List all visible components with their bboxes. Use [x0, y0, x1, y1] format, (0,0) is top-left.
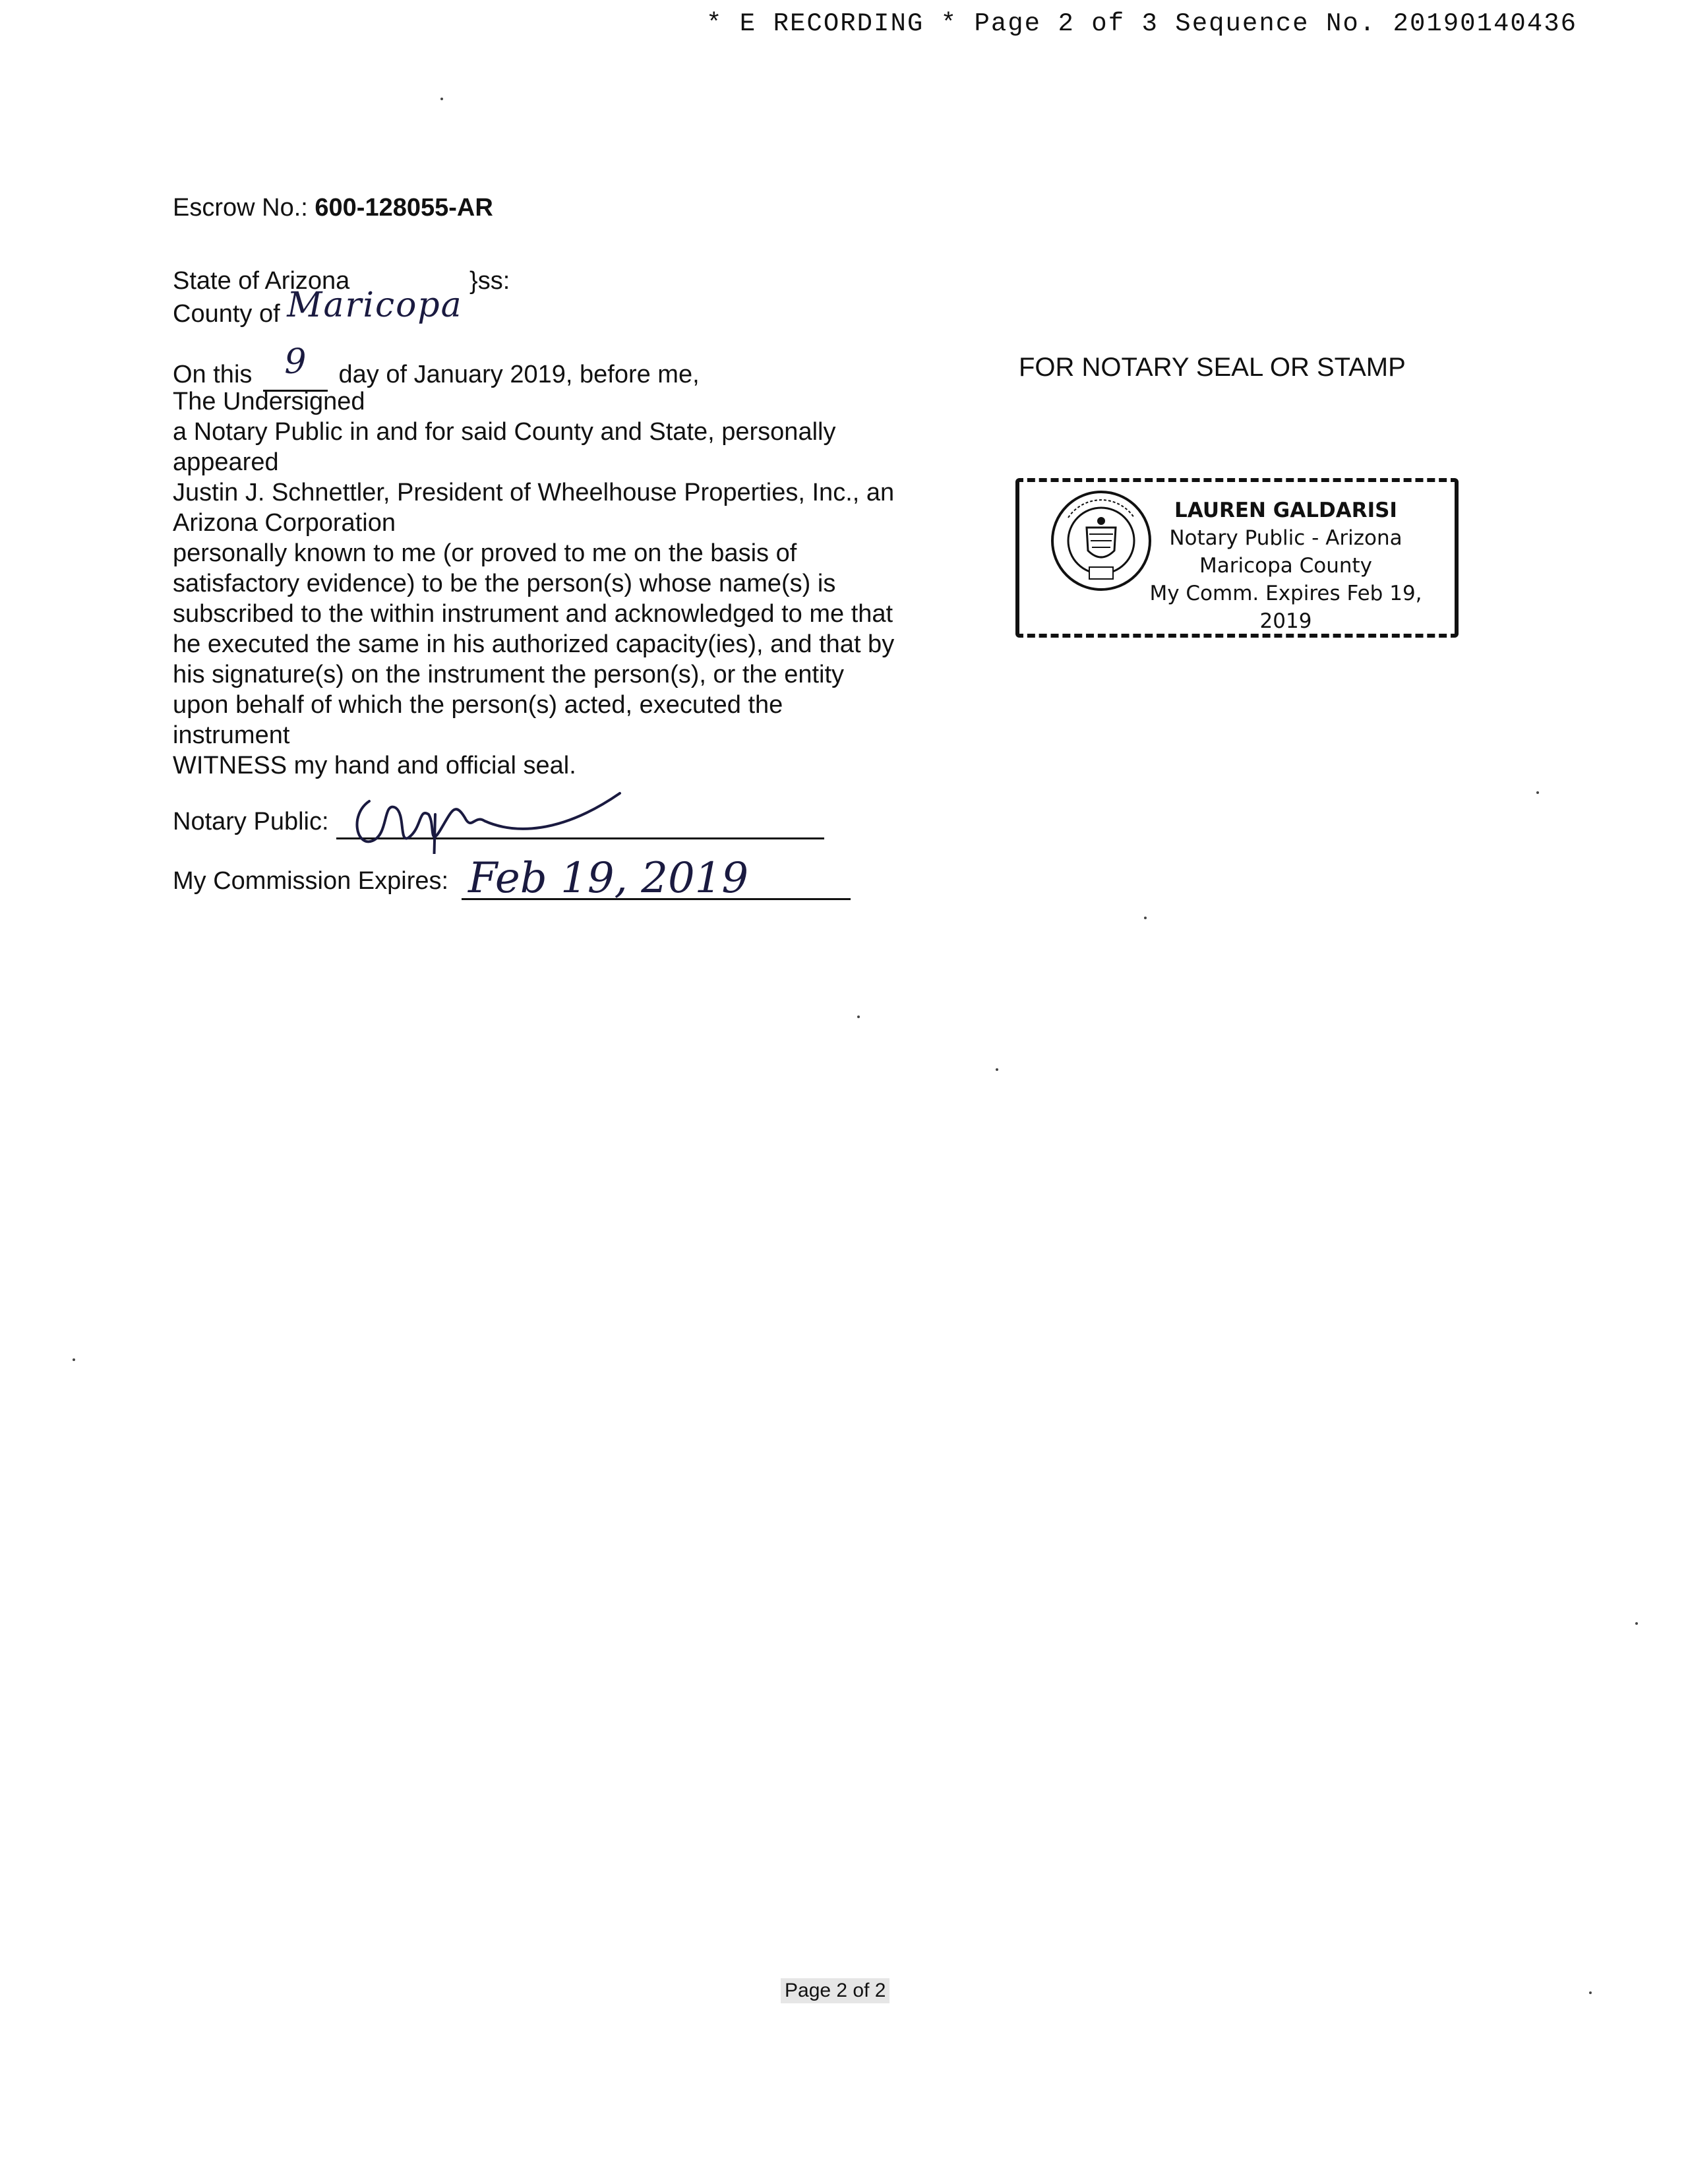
commission-label: My Commission Expires: [173, 867, 449, 895]
ack-line: a Notary Public in and for said County and State, personally [173, 418, 836, 446]
stamp-text [1134, 497, 1437, 635]
page-number: Page 2 of 2 [781, 1978, 889, 2003]
ack-line: subscribed to the within instrument and acknowledged to me that [173, 600, 893, 628]
notary-expires: My Comm. Expires Feb 19, 2019 [1149, 582, 1422, 633]
scan-speck [440, 98, 443, 100]
notary-signature [343, 788, 646, 854]
scan-speck [857, 1016, 860, 1018]
notary-stamp-label: FOR NOTARY SEAL OR STAMP [1019, 353, 1406, 382]
date-rest: day of January 2019, before me, [338, 361, 700, 388]
day-handwritten: 9 [284, 342, 307, 382]
escrow-line [173, 193, 493, 223]
notary-county: Maricopa County [1199, 554, 1373, 578]
scan-speck [996, 1068, 998, 1071]
ack-line: Arizona Corporation [173, 509, 396, 537]
escrow-number: 600-128055-AR [315, 194, 493, 222]
scan-speck [1536, 791, 1539, 794]
scan-speck [73, 1358, 75, 1361]
state-label: State of Arizona [173, 267, 350, 295]
ack-line: WITNESS my hand and official seal. [173, 752, 576, 779]
ack-line: personally known to me (or proved to me on the basis of [173, 539, 797, 567]
ack-line: Justin J. Schnettler, President of Wheelhouse Properties, Inc., an [173, 479, 895, 506]
scan-speck [1144, 917, 1147, 919]
acknowledgment-body [173, 386, 964, 781]
on-this-label: On this [173, 361, 253, 388]
ack-line: he executed the same in his authorized capacity(ies), and that by [173, 630, 895, 658]
notary-public-label: Notary Public: [173, 808, 329, 835]
county-handwritten: Maricopa [287, 286, 463, 325]
notary-stamp [1009, 465, 1470, 643]
ack-line: his signature(s) on the instrument the person(s), or the entity [173, 661, 845, 688]
ack-line: upon behalf of which the person(s) acted, executed the [173, 691, 783, 719]
county-line [173, 286, 463, 329]
scan-speck [1589, 1991, 1592, 1994]
escrow-label: Escrow No.: [173, 194, 308, 222]
notary-name: LAUREN GALDARISI [1174, 499, 1397, 522]
county-label: County of [173, 300, 280, 328]
commission-handwritten: Feb 19, 2019 [468, 854, 749, 903]
ack-line: satisfactory evidence) to be the person(s) whose name(s) is [173, 570, 836, 597]
scan-speck [1635, 1622, 1638, 1625]
ack-line: instrument [173, 721, 290, 749]
recording-header: * E RECORDING * Page 2 of 3 Sequence No. 20190140436 [706, 9, 1577, 38]
notary-title: Notary Public - Arizona [1169, 526, 1402, 550]
ack-line: The Undersigned [173, 388, 365, 415]
ss-bracket: }ss: [469, 267, 510, 295]
ack-line: appeared [173, 448, 279, 476]
